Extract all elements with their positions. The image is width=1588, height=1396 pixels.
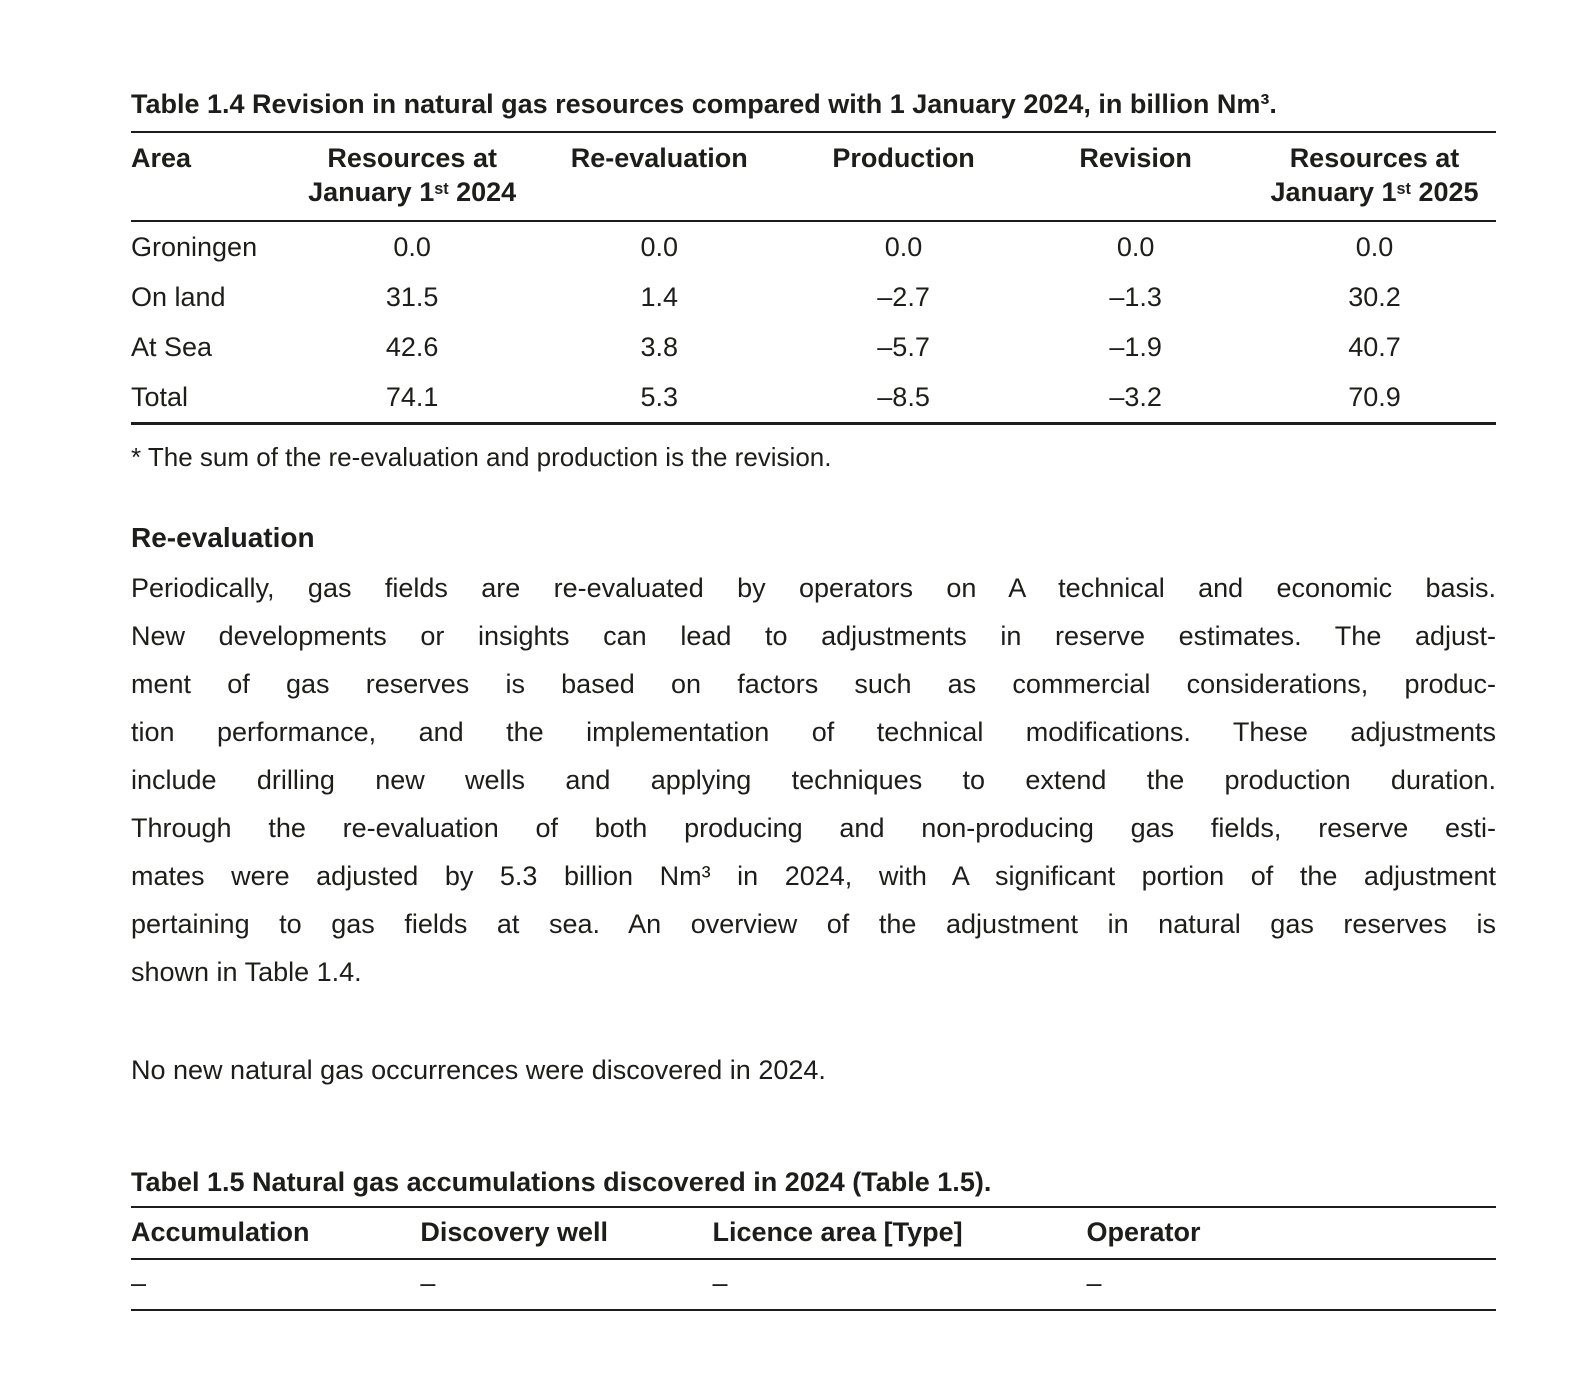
column-header-line2: January 1st 2025 (1270, 177, 1479, 207)
value-cell: –1.3 (1109, 282, 1162, 312)
value-cell: 42.6 (385, 332, 439, 362)
accumulation-cell: – (131, 1268, 147, 1298)
superscript-st: st (434, 179, 449, 198)
column-header-line2: January 1st 2024 (308, 177, 517, 207)
re-evaluation-paragraph (131, 564, 1496, 996)
value-cell: 74.1 (385, 382, 439, 412)
value-cell: 0.0 (884, 232, 923, 262)
value-cell: 5.3 (640, 382, 678, 412)
area-cell: Total (131, 382, 189, 412)
column-header-licence-area: Licence area [Type] (712, 1207, 1086, 1259)
column-header-area: Area (131, 132, 295, 221)
paragraph-line: mates were adjusted by 5.3 billion Nm³ in 2024, with A significant portion of the adjustment (131, 861, 1496, 891)
column-header-accumulation: Accumulation (131, 1207, 420, 1259)
table-row-groningen (131, 221, 1496, 272)
column-header-line1: Resources at (1289, 143, 1460, 173)
value-cell: 0.0 (393, 232, 431, 262)
paragraph-line: Through the re-evaluation of both producing and non-producing gas fields, reserve esti- (131, 813, 1496, 843)
column-header-revision: Revision (1018, 132, 1253, 221)
discovery-note: No new natural gas occurrences were discovered in 2024. (131, 1055, 826, 1085)
paragraph-line: tion performance, and the implementation of technical modifications. These adjustments (131, 717, 1496, 747)
value-cell: 0.0 (640, 232, 678, 262)
table-1-5 (131, 1206, 1496, 1311)
value-cell: –5.7 (877, 332, 930, 362)
column-header-production: Production (789, 132, 1018, 221)
discovery-well-cell: – (420, 1268, 436, 1298)
table-1-5-title: Tabel 1.5 Natural gas accumulations discovered in 2024 (Table 1.5). (131, 1167, 992, 1197)
value-cell: 70.9 (1348, 382, 1401, 412)
value-cell: 3.8 (640, 332, 678, 362)
table-1-4-title: Table 1.4 Revision in natural gas resources compared with 1 January 2024, in billion Nm³. (131, 89, 1277, 119)
value-cell: –8.5 (877, 382, 930, 412)
paragraph-line: shown in Table 1.4. (131, 957, 362, 987)
operator-cell: – (1086, 1268, 1102, 1298)
paragraph-line: New developments or insights can lead to adjustments in reserve estimates. The adjust- (131, 621, 1496, 651)
area-cell: Groningen (131, 232, 258, 262)
area-cell: On land (131, 282, 226, 312)
value-cell: 31.5 (385, 282, 439, 312)
paragraph-line: pertaining to gas fields at sea. An overview of the adjustment in natural gas reserves is (131, 909, 1496, 939)
value-cell: –2.7 (877, 282, 930, 312)
table-1-4 (131, 131, 1496, 425)
area-cell: At Sea (131, 332, 213, 362)
licence-area-cell: – (712, 1268, 728, 1298)
column-header-re-evaluation: Re-evaluation (530, 132, 789, 221)
page-content (131, 88, 1496, 1311)
value-cell: 0.0 (1116, 232, 1155, 262)
paragraph-line: ment of gas reserves is based on factors such as commercial considerations, produc- (131, 669, 1496, 699)
value-cell: 30.2 (1348, 282, 1401, 312)
table-1-5-header-row (131, 1207, 1496, 1259)
value-cell: 1.4 (640, 282, 678, 312)
table-1-5-row (131, 1259, 1496, 1310)
column-header-operator: Operator (1086, 1207, 1496, 1259)
table-1-4-footnote: * The sum of the re-evaluation and production is the revision. (131, 442, 832, 472)
column-header-resources-2024 (295, 132, 530, 221)
superscript-st: st (1396, 179, 1411, 198)
paragraph-line: Periodically, gas fields are re-evaluated by operators on A technical and economic basis. (131, 573, 1496, 603)
column-header-discovery-well: Discovery well (420, 1207, 712, 1259)
value-cell: 40.7 (1348, 332, 1401, 362)
table-row-total (131, 372, 1496, 424)
table-row-on-land (131, 272, 1496, 322)
table-row-at-sea (131, 322, 1496, 372)
value-cell: –3.2 (1109, 382, 1162, 412)
table-1-4-header-row (131, 132, 1496, 221)
column-header-line1: Resources at (327, 143, 497, 173)
section-heading-re-evaluation: Re-evaluation (131, 522, 315, 553)
paragraph-line: include drilling new wells and applying techniques to extend the production duration. (131, 765, 1496, 795)
value-cell: –1.9 (1109, 332, 1162, 362)
value-cell: 0.0 (1355, 232, 1394, 262)
column-header-resources-2025 (1253, 132, 1496, 221)
